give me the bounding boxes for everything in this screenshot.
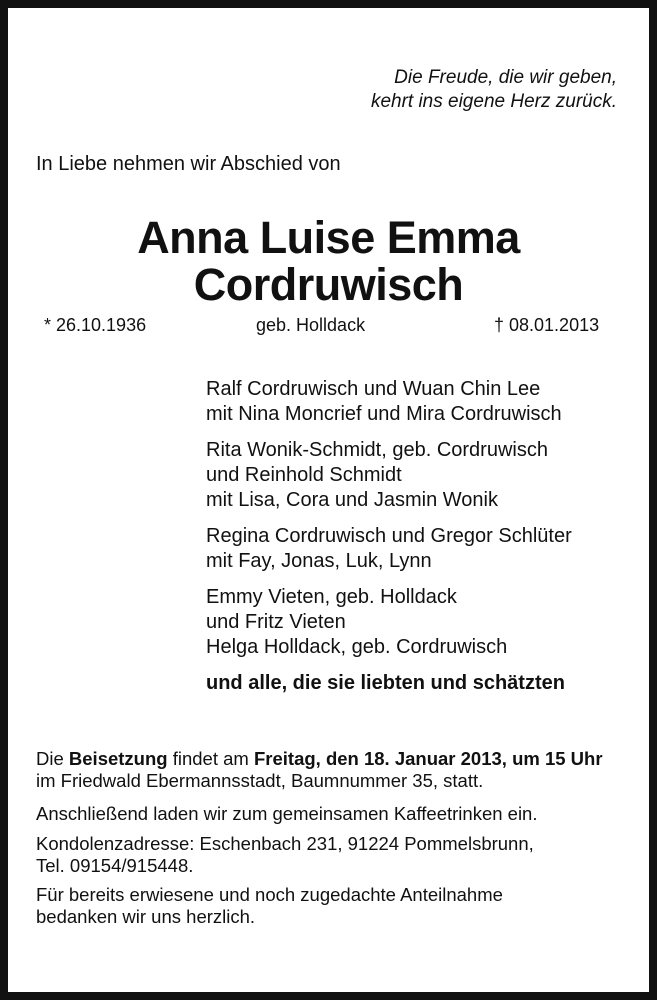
mourner-line: Rita Wonik-Schmidt, geb. Cordruwisch [206,439,548,461]
death-date: † 08.01.2013 [494,315,600,335]
closing-line: und alle, die sie liebten und schätzten [206,672,565,694]
motto-line-2: kehrt ins eigene Herz zurück. [370,91,617,112]
mourner-line: und Reinhold Schmidt [206,464,402,486]
funeral-location: im Friedwald Ebermannsstadt, Baumnummer 35, statt. [36,770,484,791]
mourner-line: mit Fay, Jonas, Luk, Lynn [206,550,432,572]
coffee-invitation: Anschließend laden wir zum gemeinsamen Kaffeetrinken ein. [36,803,538,824]
funeral-text: findet am [167,748,254,769]
mourner-line: Regina Cordruwisch und Gregor Schlüter [206,525,572,547]
deceased-name-line-2: Cordruwisch [193,259,464,310]
thanks-line: Für bereits erwiesene und noch zugedachte Anteilnahme [36,884,503,905]
funeral-date: Freitag, den 18. Januar 2013, um 15 Uhr [253,748,603,769]
funeral-announcement [36,748,624,792]
mourner-line: Helga Holldack, geb. Cordruwisch [206,636,508,658]
mourner-line: Emmy Vieten, geb. Holldack [206,586,457,608]
mourner-line: mit Lisa, Cora und Jasmin Wonik [206,489,498,511]
mourner-group [206,438,548,513]
birth-date: * 26.10.1936 [44,315,147,335]
mourner-line: und Fritz Vieten [206,611,346,633]
condolence-phone: Tel. 09154/915448. [36,855,194,876]
deceased-name-line-1: Anna Luise Emma [137,212,520,263]
funeral-keyword: Beisetzung [68,748,168,769]
intro-text: In Liebe nehmen wir Abschied von [36,153,341,175]
motto-line-1: Die Freude, die wir geben, [394,67,617,88]
maiden-name: geb. Holldack [256,315,366,335]
mourner-line: Ralf Cordruwisch und Wuan Chin Lee [206,378,541,400]
thanks-line: bedanken wir uns herzlich. [36,906,256,927]
thanks-note [36,884,624,928]
mourner-group [206,585,507,660]
mourner-group [206,377,562,427]
mourner-line: mit Nina Moncrief und Mira Cordruwisch [206,403,562,425]
motto-quote [371,66,617,114]
mourner-group [206,524,572,574]
condolence-address [36,833,624,877]
condolence-address-line: Kondolenzadresse: Eschenbach 231, 91224 Pommelsbrunn, [36,833,534,854]
funeral-text: Die [36,748,69,769]
